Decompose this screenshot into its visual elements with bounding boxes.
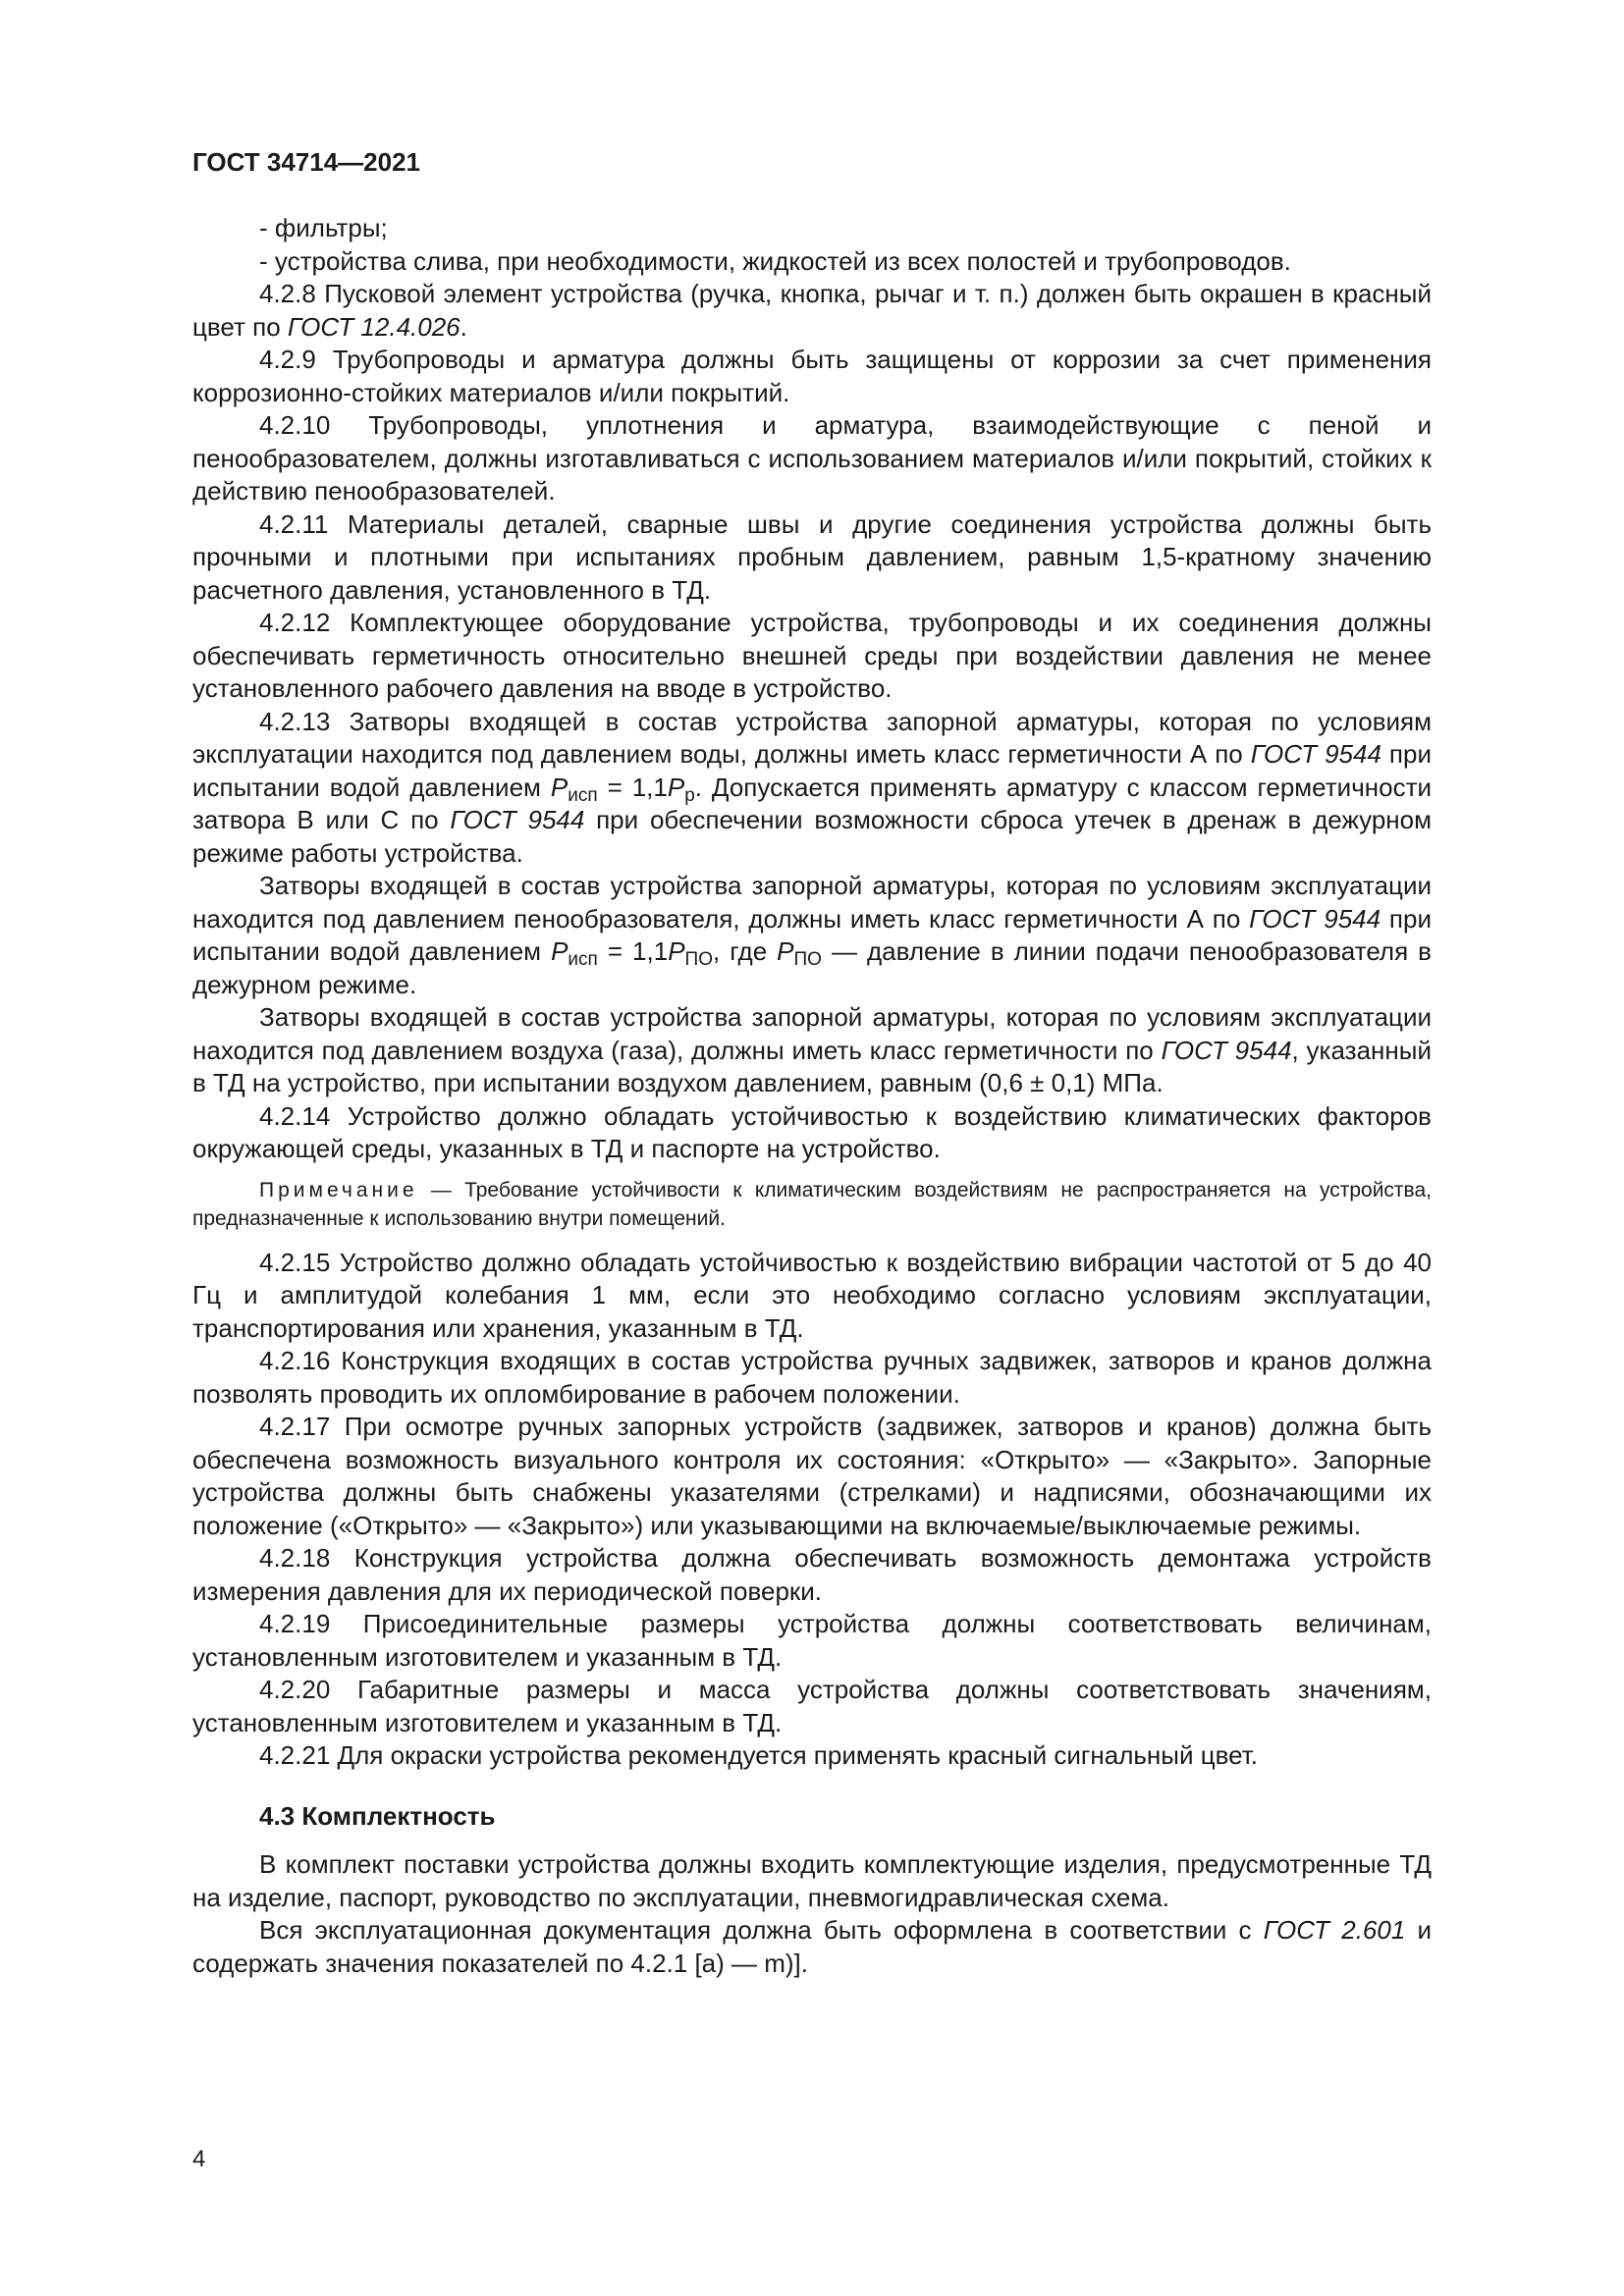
document-header: ГОСТ 34714—2021 [192,147,420,177]
standard-ref: ГОСТ 9544 [1161,1035,1292,1065]
clause-4-2-19: 4.2.19 Присоединительные размеры устройства должны соответствовать величинам, установленным изготовителем и указанным в ТД. [192,1609,1432,1672]
clause-4-2-13-air: Затворы входящей в состав устройства запорной арматуры, которая по условиям эксплуатации находится под давлением воздуха (газа), должны иметь класс герметичности по ГОСТ 9544, указанный в ТД на устройство, при испытании воздухом давлением, равным (0,6 ± 0,1) МПа. [192,1002,1432,1097]
clause-4-2-16: 4.2.16 Конструкция входящих в состав устройства ручных задвижек, затворов и кранов должна позволять проводить их опломбирование в рабочем положении. [192,1346,1432,1409]
clause-4-2-10: 4.2.10 Трубопроводы, уплотнения и арматура, взаимодействующие с пеной и пенообразователем, должны изготавливаться с использованием материалов и/или покрытий, стойких к действию пенообразователей. [192,410,1432,506]
completeness-paragraph: В комплект поставки устройства должны входить комплектующие изделия, предусмотренные ТД на изделие, паспорт, руководство по эксплуатации, пневмогидравлическая схема. [192,1849,1432,1912]
clause-4-2-13: 4.2.13 Затворы входящей в состав устройства запорной арматуры, которая по условиям эксплуатации находится под давлением воды, должны иметь класс герметичности А по ГОСТ 9544 при испытании водой давлением $P_{исп} = 1,1P_р$. Допускается применять арматуру с классом герметичности затвора В или С по ГОСТ 9544 при обеспечении возможности сброса утечек в дренаж в дежурном режиме работы устройства. [192,706,1433,868]
note: Примечание — Требование устойчивости к климатическим воздействиям не распространяется на устройства, предназначенные к использованию внутри помещений. [192,1178,1432,1230]
clause-4-2-8: 4.2.8 Пусковой элемент устройства (ручка, кнопка, рычаг и т. п.) должен быть окрашен в красный цвет по ГОСТ 12.4.026. [192,279,1432,342]
clause-4-2-14: 4.2.14 Устройство должно обладать устойчивостью к воздействию климатических факторов окружающей среды, указанных в ТД и паспорте на устройство. [192,1100,1432,1163]
clause-4-2-9: 4.2.9 Трубопроводы и арматура должны быть защищены от коррозии за счет применения коррозионно-стойких материалов и/или покрытий. [192,345,1432,407]
standard-ref: ГОСТ 9544 [1249,903,1381,934]
clause-4-2-18: 4.2.18 Конструкция устройства должна обеспечивать возможность демонтажа устройств измерения давления для их периодической поверки. [192,1543,1432,1606]
clause-4-2-20: 4.2.20 Габаритные размеры и масса устройства должны соответствовать значениям, установленным изготовителем и указанным в ТД. [192,1675,1432,1737]
standard-ref: ГОСТ 9544 [450,805,585,834]
list-item: - устройства слива, при необходимости, жидкостей из всех полостей и трубопроводов. [259,245,1291,276]
documentation-paragraph: Вся эксплуатационная документация должна быть оформлена в соответствии с ГОСТ 2.601 и содержать значения показателей по 4.2.1 [a) — m)]. [192,1915,1433,1978]
list-item: - фильтры; [259,213,388,242]
note-label: Примечание [259,1178,418,1201]
clause-4-2-13-foam: Затворы входящей в состав устройства запорной арматуры, которая по условиям эксплуатации находится под давлением пенообразователя, должны иметь класс герметичности А по ГОСТ 9544 при испытании водой давлением $P_{исп} = 1,1P_{ПО}$, где $P_{ПО}$ — давление в линии подачи пенообразователя в дежурном режиме. [192,871,1432,999]
page-number: 4 [192,2146,206,2172]
standard-ref: ГОСТ 12.4.026 [287,311,460,342]
clause-4-2-15: 4.2.15 Устройство должно обладать устойчивостью к воздействию вибрации частотой от 5 до 40 Гц и амплитудой колебания 1 мм, если это необходимо согласно условиям эксплуатации, транспортирования или хранения, указанным в ТД. [192,1247,1432,1343]
standard-ref: ГОСТ 2.601 [1263,1915,1406,1945]
clause-4-2-12: 4.2.12 Комплектующее оборудование устройства, трубопроводы и их соединения должны обеспечивать герметичность относительно внешней среды при воздействии давления не менее установленного рабочего давления на вводе в устройство. [192,608,1432,703]
section-heading: 4.3 Комплектность [259,1800,496,1831]
clause-4-2-21: 4.2.21 Для окраски устройства рекомендуется применять красный сигнальный цвет. [259,1740,1258,1770]
clause-4-2-11: 4.2.11 Материалы деталей, сварные швы и другие соединения устройства должны быть прочными и плотными при испытаниях пробным давлением, равным 1,5-кратному значению расчетного давления, установленного в ТД. [192,508,1432,605]
document-body [192,212,1432,1980]
standard-ref: ГОСТ 9544 [1250,739,1381,769]
clause-4-2-17: 4.2.17 При осмотре ручных запорных устройств (задвижек, затворов и кранов) должна быть обеспечена возможность визуального контроля их состояния: «Открыто» — «Закрыто». Запорные устройства должны быть снабжены указателями (стрелками) и надписями, обозначающими их положение («Открыто» — «Закрыто») или указывающими на включаемые/выключаемые режимы. [192,1412,1432,1540]
